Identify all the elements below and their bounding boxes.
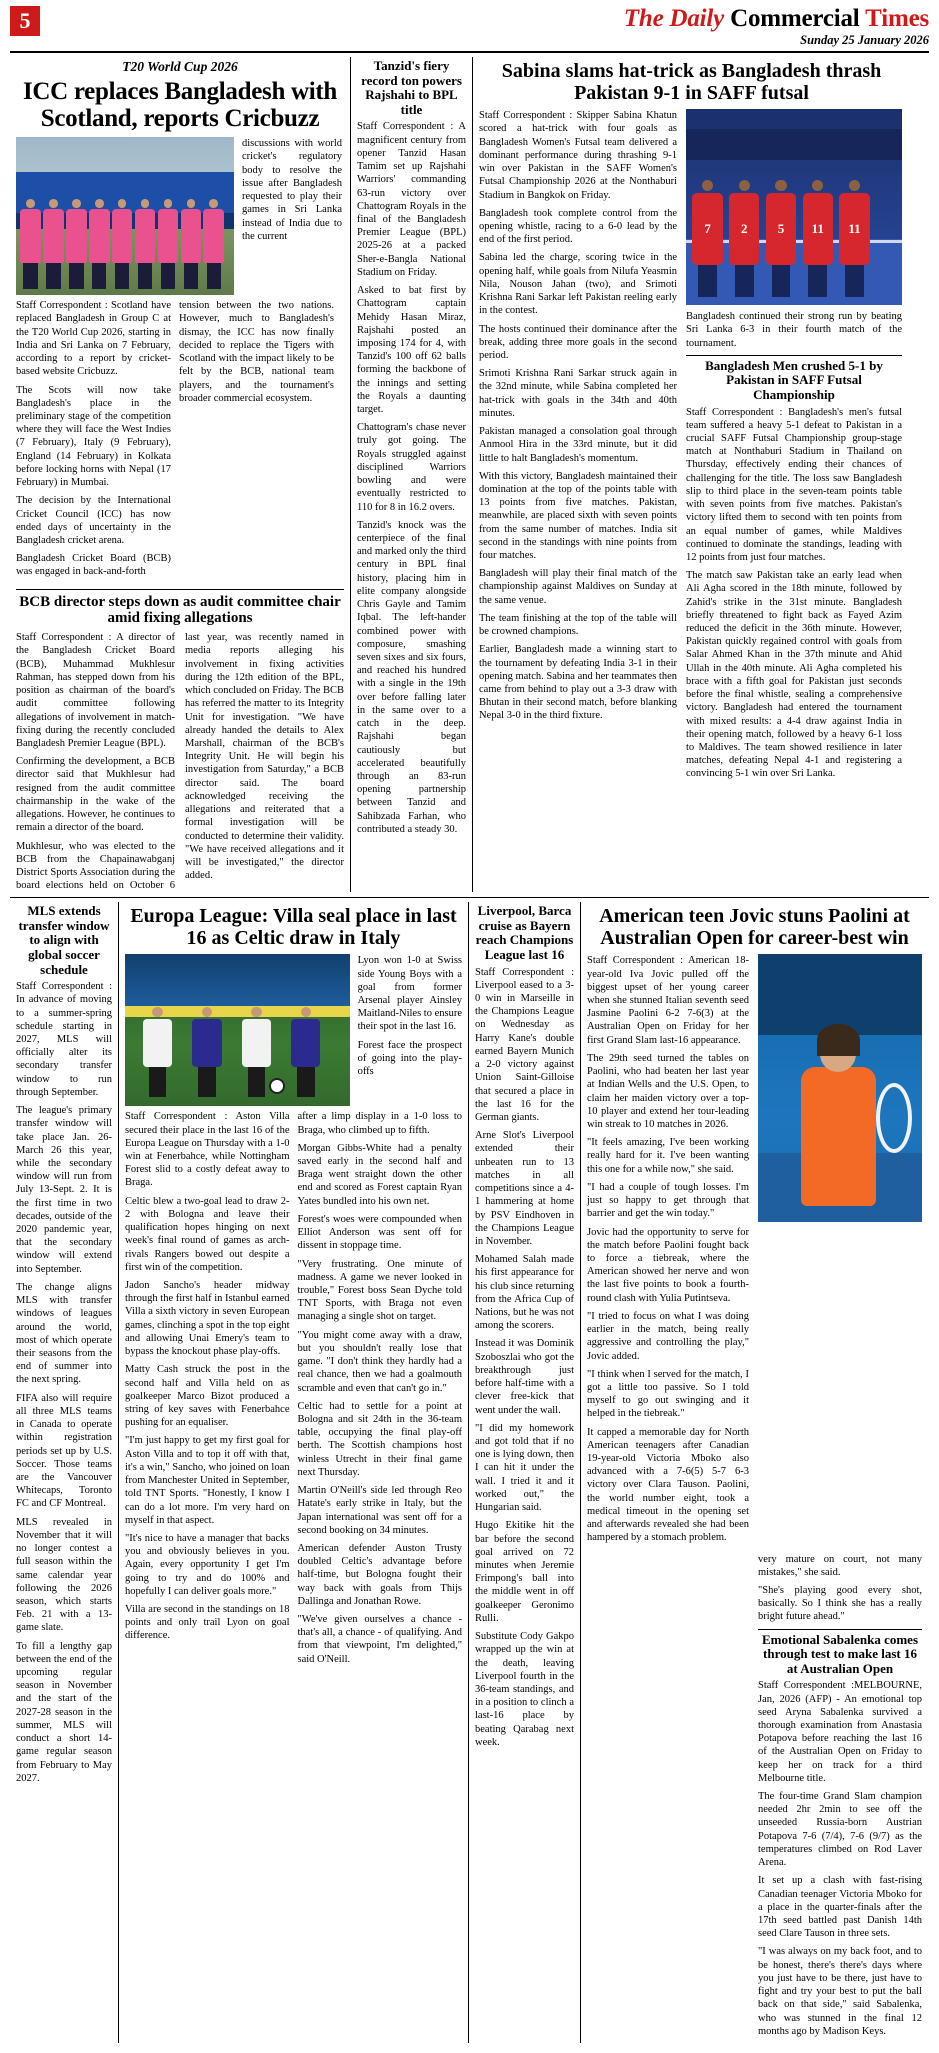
cricket-team-photo <box>16 137 234 295</box>
europa-c1-p3: Jadon Sancho's header midway through the first half in Istanbul earned Villa a sixth victory in seven European games, clinching a spot in the top eight and allowing Unai Emery's team to bypass the knockout phase play-offs. <box>125 1280 290 1358</box>
tanzid-p1: Staff Correspondent : A magnificent century from opener Tanzid Hasan Tamim set up Rajshahi Warriors' commanding 63-run victory over Chattogram Royals in the final of the Bangladesh Premier League (BPL) 2025-26 at a packed Sher-e-Bangla National Stadium on Friday. <box>357 121 466 278</box>
europa-c1-p5: "I'm just happy to get my first goal for Aston Villa and to top it off with that, it's a win," Sancho, who joined on loan from Manchester United in September, told TNT Sports. "Honestly, I know I can do a lot more. I'm very hard on myself in that aspect. <box>125 1435 290 1526</box>
europa-story <box>118 902 468 2043</box>
lead-col1-p2: The Scots will now take Bangladesh's place in the preliminary stage of the competition where they will face the West Indies (7 February), Italy (9 February), England (14 February) in Kolkata before locking horns with Nepal (17 February) in Mumbai. <box>16 384 171 489</box>
publication-title <box>624 6 929 32</box>
europa-c2-p3: Forest's woes were compounded when Elliot Anderson was sent off for dissent in stoppage time. <box>297 1213 462 1252</box>
lead-col1-p1: Staff Correspondent : Scotland have replaced Bangladesh in Group C at the T20 World Cup 2026, starting in India and Sri Lanka on 7 February, according to a report by cricket-based website Cricbuzz. <box>16 300 171 378</box>
jovic-c1-p2: The 29th seed turned the tables on Paolini, who had beaten her last year at Indian Wells and the U.S. Open, to claim her maiden victory over a top-10 player and extend her tour-leading win streak to 10 matches in 2026. <box>587 1052 749 1130</box>
liverpool-p4: Instead it was Dominik Szoboszlai who got the breakthrough just before half-time with a clever free-kick that went under the wall. <box>475 1338 574 1416</box>
lead-headline: ICC replaces Bangladesh with Scotland, reports Cricbuzz <box>22 78 338 133</box>
bcb-audit-body <box>16 631 344 892</box>
masthead <box>10 6 929 53</box>
title-word-daily: The Daily <box>623 5 725 32</box>
jovic-story <box>580 902 928 2043</box>
mls-p5: MLS revealed in November that it will no longer contest a full season within the same calendar year following the 2026 season, which starts Feb. 21 with a 13-game slate. <box>16 1516 112 1634</box>
mls-p2: The league's primary transfer window will take place Jan. 26-March 26 this year, while the secondary window will run from July 13-Sept. 2. It is the first time in two decades, outside of the 2020 pandemic year, that the secondary window will extend into September. <box>16 1105 112 1275</box>
liverpool-p1: Staff Correspondent : Liverpool eased to a 3-0 win in Marseille in the Champions League on Wednesday as Harry Kane's double earned Bayern Munich a 2-0 victory against Union Saint-Gilloise that secured a place in the last 16 for the German giants. <box>475 966 574 1123</box>
jovic-c1-p4: "I had a couple of tough losses. I'm just so happy to get through that barrier and get the win today." <box>587 1181 749 1220</box>
futsal-p8: Bangladesh will play their final match of the championship against Maldives on Sunday at the same venue. <box>479 568 677 606</box>
europa-col3-p1: Lyon won 1-0 at Swiss side Young Boys with a goal from former Arsenal player Ainsley Maitland-Niles to ensure their spot in the last 16. <box>357 955 462 1033</box>
lead-story <box>10 57 350 892</box>
jovic-col1-lower <box>587 1553 749 2043</box>
futsal-headline: Sabina slams hat-trick as Bangladesh thrash Pakistan 9-1 in SAFF futsal <box>501 60 882 105</box>
futsal-p9: The team finishing at the top of the table will be crowned champions. <box>479 612 677 638</box>
futsal-p10: Earlier, Bangladesh made a winning start to the tournament by defeating India 3-1 in their opening match. Sabina and her teammates then came from behind to play out a 3-3 draw with Bhutan in their second match, before blanking Nepal 3-0 in the third fixture. <box>479 644 677 722</box>
mls-p4: FIFA also will require all three MLS teams in Canada to operate within registration periods set up by U.S. Soccer. Those teams are the Vancouver Whitecaps, Toronto FC and CF Montreal. <box>16 1392 112 1510</box>
futsal-col2 <box>686 109 902 785</box>
sabalenka-headline: Emotional Sabalenka comes through test to make last 16 at Australian Open <box>761 1631 918 1676</box>
futsal-p4: The hosts continued their dominance after the break, adding three more goals in the second period. <box>479 323 677 361</box>
futsal-celebration-photo: 7 2 5 11 11 <box>686 109 902 305</box>
jovic-c2-p2: "She's playing good every shot, basically. So I think she has a really bright future ahead." <box>758 1585 922 1623</box>
lead-col2 <box>179 299 334 583</box>
sabalenka-p1: Staff Correspondent :MELBOURNE, Jan, 2026 (AFP) - An emotional top seed Aryna Sabalenka survived a thorough examination from Anastasia Potapova before reaching the last 16 of the Australian Open on Friday to keep her on track for a third Melbourne title. <box>758 1680 922 1784</box>
top-band <box>10 57 929 892</box>
liverpool-p6: Hugo Ekitike hit the bar before the second goal arrived on 72 minutes when Jeremie Frimpong's ball into the middle went in off goalkeeper Geronimo Rulli. <box>475 1520 574 1624</box>
page-number: 5 <box>10 6 40 36</box>
tanzid-p3: Chattogram's chase never truly got going. The Royals struggled against disciplined Warriors bowling and were eventually restricted to 110 for 8 in 16.2 overs. <box>357 422 466 513</box>
bcb-audit-p1: Staff Correspondent : A director of the Bangladesh Cricket Board (BCB), Muhammad Mukhlesur Rahman, has stepped down from his position as chairman of the board's audit committee following allegations of involvement in match-fixing during the recently concluded Bangladesh Premier League (BPL). <box>16 632 175 749</box>
jovic-c1-p7: "I think when I served for the match, I got a little too passive. So I told myself to go out swinging and it helped in the tiebreak." <box>587 1368 749 1420</box>
mls-headline: MLS extends transfer window to align with global soccer schedule <box>18 903 110 977</box>
jovic-col2 <box>758 954 922 1549</box>
tanzid-headline: Tanzid's fiery record ton powers Rajshahi to BPL title <box>361 58 462 117</box>
masthead-title-block <box>624 6 929 48</box>
futsal-p2: Bangladesh took complete control from the opening whistle, racing to a 6-0 lead by the end of the first period. <box>479 207 677 246</box>
futsal-p1: Staff Correspondent : Skipper Sabina Khatun scored a hat-trick with four goals as Bangladesh Women's Futsal team delivered a dominant performance during thrashing 9-1 win over Pakistan in the SAFF Women's Futsal Championship 2026 at the Nonthaburi Stadium in Bangkok on Friday. <box>479 110 677 201</box>
lead-col1-p4: Bangladesh Cricket Board (BCB) was engaged in back-and-forth <box>16 553 171 578</box>
jovic-c1-p8: It capped a memorable day for North American teenagers after Canadian 19-year-old Victoria Mboko also advanced with a 7-6(5) 5-7 6-3 victory over Clara Tauson. Paolini, the world number eight, took a medical timeout in the opening set and afterwards revealed she had been hampered by a stomach problem. <box>587 1426 749 1544</box>
jovic-col2-lower <box>758 1553 922 2043</box>
liverpool-p2: Arne Slot's Liverpool extended their unbeaten run to 13 matches in all competitions since a 4-1 hammering at home by PSV Eindhoven in the Champions League in November. <box>475 1130 574 1247</box>
jovic-c1-p5: Jovic had the opportunity to serve for the match before Paolini fought back to force a tiebreak, where the American showed her nerve and won the last five points to book a fourth-round clash with Yulia Putintseva. <box>587 1226 749 1304</box>
europa-photo-wrap <box>125 954 350 1106</box>
futsal-col1 <box>479 109 677 785</box>
liverpool-headline: Liverpool, Barca cruise as Bayern reach Champions League last 16 <box>475 903 574 963</box>
bcb-audit-p2: Confirming the development, a BCB director said that Mukhlesur had resigned from the audit committee chairmanship in the wake of the allegations. However, he continues to remain a director of the board. <box>16 756 175 834</box>
football-action-photo <box>125 954 350 1106</box>
liverpool-p3: Mohamed Salah made his first appearance for his club since returning from the Africa Cup of Nations, but he was not among the scorers. <box>475 1254 574 1332</box>
europa-col1 <box>125 1110 290 1671</box>
europa-c2-p5: "You might come away with a draw, but you shouldn't really lose that game. "I don't think they hardly had a real chance, then we had a goalmouth scramble and even that can't go in." <box>297 1329 462 1394</box>
mls-p1: Staff Correspondent : In advance of moving to a summer-spring schedule starting in 2027, MLS will officially alter its secondary transfer window to run through September. <box>16 981 112 1098</box>
europa-c1-p2: Celtic blew a two-goal lead to draw 2-2 with Bologna and leave their qualification hopes hinging on next week's final round of games as arch-rivals Rangers bowed out despite a first win of the competition. <box>125 1195 290 1273</box>
lead-kicker: T20 World Cup 2026 <box>122 59 238 75</box>
bcb-audit-headline: BCB director steps down as audit committee chair amid fixing allegations <box>19 593 341 627</box>
publication-date: Sunday 25 January 2026 <box>800 33 929 48</box>
jovic-c1-p3: "It feels amazing, I've been working really hard for it. I've been wanting this one for a while now," she said. <box>587 1137 749 1175</box>
europa-c2-p4: "Very frustrating. One minute of madness. A game we never looked in trouble," Forest boss Sean Dyche told TNT Sports, with Braga not even managing a single shot on target. <box>297 1258 462 1323</box>
bottom-band <box>10 902 929 2043</box>
mls-p3: The change aligns MLS with transfer windows of leagues around the world, most of which operate their seasons from the end of summer into the next spring. <box>16 1281 112 1386</box>
europa-c2-p1: after a limp display in a 1-0 loss to Braga, who climbed up to fifth. <box>297 1111 462 1136</box>
sabalenka-p3: It set up a clash with fast-rising Canadian teenager Victoria Mboko for a place in the quarter-finals after the 17th seed battled past Danish 14th seed Clare Tauson in three sets. <box>758 1875 922 1940</box>
europa-c1-p6: "It's nice to have a manager that backs you and obviously believes in you. Again, every opportunity I get I'm going to try and do 100% and hopefully I can deliver goals more." <box>125 1532 290 1597</box>
europa-col3-p2: Forest face the prospect of going into the play-offs <box>357 1039 462 1078</box>
tanzid-p2: Asked to bat first by Chattogram captain Mehidy Hasan Miraz, Rajshahi posted an imposing 174 for 4, with Tanzid's 100 off 62 balls forming the backbone of the innings and setting the Royals a daunting target. <box>357 285 466 416</box>
mls-p6: To fill a lengthy gap between the end of the upcoming regular season in November and the start of the 2027-28 season in the summer, MLS will conduct a short 14-game regular season from February to May 2027. <box>16 1640 112 1784</box>
bcb-audit-p3: Mukhlesur, who was elected to the BCB from the Chapainawabganj District Sports Association during the board elections held on October 6 last year, was recently named in media reports alleging his involvement in fixing activities during the 12th edition of the BPL, which concluded on Friday. The BCB has referred the matter to its Integrity Unit for investigation. "We have already handed the details to Alex Marshall, chairman of the BCB's Integrity Unit. He will begin his investigation from Saturday," a BCB director said. The board acknowledged receiving the allegations and reiterated that a formal investigation will be conducted to determine their validity. "We have received allegations and it will be investigated," the director added. <box>16 632 344 892</box>
jovic-col1 <box>587 954 749 1549</box>
title-word-commercial: Commercial <box>730 5 860 32</box>
futsal-story <box>472 57 910 892</box>
liverpool-p5: "I did my homework and got told that if no one is lying down, then I can hit it under the wall. I tried it and it worked out," the Hungarian said. <box>475 1422 574 1514</box>
jovic-headline: American teen Jovic stuns Paolini at Australian Open for career-best win <box>599 905 910 950</box>
europa-c2-p9: "We've given ourselves a chance - that's all, a chance - of qualifying. And from that viewpoint, I'm delighted," said O'Neill. <box>297 1614 462 1665</box>
lead-photo-wrap <box>16 137 234 295</box>
europa-col3-top <box>358 954 462 1106</box>
europa-c2-p2: Morgan Gibbs-White had a penalty saved early in the second half and Braga went straight down the other end and scored as Forest captain Ryan Yates bundled into his own net. <box>297 1142 462 1207</box>
lead-col3 <box>242 137 342 295</box>
futsal-col2-intro: Bangladesh continued their strong run by beating Sri Lanka 6-3 in their fourth match of the tournament. <box>686 311 902 349</box>
title-word-times: Times <box>865 5 929 32</box>
lead-col1-p3: The decision by the International Cricket Council (ICC) has now ended days of uncertainty in the Bangladesh cricket arena. <box>16 495 171 546</box>
jovic-c1-p6: "I tried to focus on what I was doing earlier in the match, being really aggressive and controlling the play," Jovic added. <box>587 1310 749 1362</box>
futsal-sub-headline: Bangladesh Men crushed 5-1 by Pakistan in SAFF Futsal Championship <box>705 357 883 402</box>
europa-c2-p7: Martin O'Neill's side led through Reo Hatate's early strike in Italy, but the Japan international was sent off for a second booking on 34 minutes. <box>297 1485 462 1536</box>
futsal-sub-p1: Staff Correspondent : Bangladesh's men's futsal team suffered a heavy 5-1 defeat to Pakistan in a crucial SAFF Futsal Championship group-stage match at Nonthaburi Stadium in Thailand on Thursday, effectively ending their chances of challenging for the title. The loss saw Bangladesh slip to third place in the seven-team points table with seven points from five matches. Pakistan's victory lifted them to second with ten points from an equal number of games, while Maldives continued to dominate the standings, leading with 12 points from just four matches. <box>686 406 902 563</box>
lead-col3-p1: discussions with world cricket's regulatory body to resolve the issue after Bangladesh requested to play their games in Sri Lanka instead of India due to the current <box>242 138 342 242</box>
europa-headline: Europa League: Villa seal place in last 16 as Celtic draw in Italy <box>130 905 457 950</box>
europa-c2-p8: American defender Auston Trusty doubled Celtic's advantage before half-time, but Bologna fought their way back with goals from Thijs Dallinga and Jonathan Rowe. <box>297 1542 462 1607</box>
futsal-p5: Srimoti Krishna Rani Sarkar struck again in the 32nd minute, while Sabina completed her hat-trick with goals in the 34th and 40th minutes. <box>479 368 677 419</box>
europa-c1-p7: Villa are second in the standings on 18 points and only trail Lyon on goal difference. <box>125 1604 290 1642</box>
mls-story <box>10 902 118 2043</box>
lead-col1 <box>16 299 171 583</box>
sabalenka-p2: The four-time Grand Slam champion needed 2hr 2min to see off the unseeded Russia-born Austrian Potapova 7-6 (7/4), 7-6 (9/7) as the temperatures climbed on Rod Laver Arena. <box>758 1791 922 1869</box>
jovic-c1-p1: Staff Correspondent : American 18-year-old Iva Jovic pulled off the biggest upset of her young career when she stunned Italian seventh seed Jasmine Paolini 6-2 7-6(3) at the Australian Open on Friday for her first Grand Slam last-16 appearance. <box>587 955 749 1046</box>
europa-c2-p6: Celtic had to settle for a point at Bologna and sit 24th in the 36-team table, occupying the final play-off berth. The Scottish champions host winless Utrecht in their final game next Thursday. <box>297 1400 462 1478</box>
futsal-p7: With this victory, Bangladesh maintained their domination at the top of the points table with 13 points from five matches. Pakistan, meanwhile, are placed sixth with seven points from the same number of matches. India sit second in the standings with nine points from four matches. <box>479 470 677 562</box>
lead-col2-p1: tension between the two nations. However, much to Bangladesh's dismay, the ICC has now finally decided to replace the Tigers with Scotland with the impact likely to be felt by the BCB, national team players, and the tournament's broader commercial ecosystem. <box>179 300 334 404</box>
sabalenka-p4: "I was always on my back foot, and to be honest, there's there's days where you just have to be there, just have to fight and try your best to put the ball back on that side," said Sabalenka, who was stunned in the final 12 months ago by Madison Keys. <box>758 1946 922 2037</box>
europa-c1-p4: Matty Cash struck the post in the second half and Villa held on as goalkeeper Marco Bizot produced a string of key saves with Fenerbahce pushing for an equaliser. <box>125 1364 290 1429</box>
futsal-p6: Pakistan managed a consolation goal through Anmool Hira in the 33rd minute, but it did little to halt Bangladesh's momentum. <box>479 426 677 464</box>
jovic-c2-p1: very mature on court, not many mistakes," she said. <box>758 1553 922 1578</box>
futsal-sub-p2: The match saw Pakistan take an early lead when Ali Agha scored in the 18th minute, followed by Zahid's strike in the 31st minute. Bangladesh briefly threatened to fight back as Fayed Azim reduced the deficit in the 36th minute. However, Pakistan quickly regained control with goals from Salar Ahmed Khan in the 37th minute and Ahid Ullah in the 40th minute. Ali Agha completed his brace with a fifth goal for Pakistan just seconds before the final whistle, sealing a comprehensive victory. Bangladesh had entered the tournament with mixed results: a 4-4 draw against India in their opening match, followed by a heavy 6-1 loss to Maldives. The team showed resilience in later matches, defeating Nepal 4-1 and registering a convincing 5-1 win over Sri Lanka. <box>686 570 902 780</box>
tanzid-story <box>350 57 472 892</box>
liverpool-story <box>468 902 580 2043</box>
europa-col2 <box>298 1110 463 1671</box>
futsal-p3: Sabina led the charge, scoring twice in the opening half, while goals from Nilufa Yeasmin Nila, Nouson Jahan (two), and Srimoti Krishna Rani Sarkar left Pakistan reeling early in the contest. <box>479 252 677 317</box>
tanzid-p4: Tanzid's knock was the centerpiece of the final and marked only the third century in BPL final history, placing him in elite company alongside Chris Gayle and Tamim Iqbal. The left-hander combined power with composure, smashing seven sixes and six fours, and reached his hundred with a single in the 19th over before falling later in the same over to a catch in the deep. Rajshahi began cautiously but accelerated beautifully through an 83-run opening partnership between Tanzid and Sahibzada Farhan, who contributed a steady 30. <box>357 519 466 835</box>
europa-c1-p1: Staff Correspondent : Aston Villa secured their place in the last 16 of the Europa League on Thursday with a 1-0 win at Fenerbahce, while Nottingham Forest slid to a costly defeat away to Braga. <box>125 1111 290 1189</box>
liverpool-p7: Substitute Cody Gakpo wrapped up the win at the death, leaving Liverpool fourth in the 36-team standings, and in a position to clinch a last-16 place by beating Qarabag next week. <box>475 1631 574 1748</box>
tennis-player-photo <box>758 954 922 1222</box>
